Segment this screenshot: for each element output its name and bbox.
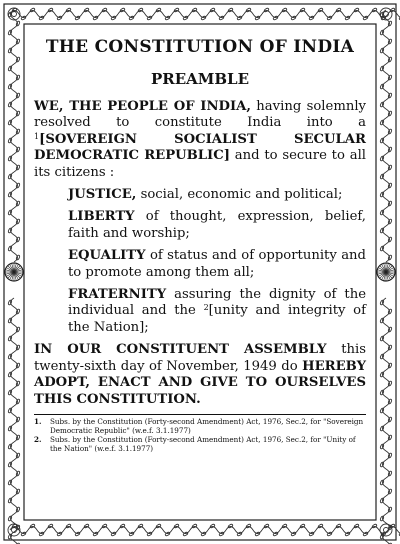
closing-bold-2: HEREBY ADOPT, ENACT AND GIVE TO OURSELVES THIS CONSTITUTION. — [34, 358, 366, 407]
clause-liberty — [34, 209, 366, 242]
footnote-ref-2: 2 — [203, 303, 209, 313]
page-subtitle: PREAMBLE — [150, 70, 250, 88]
clause-justice — [34, 187, 366, 203]
clause-equality — [34, 248, 366, 281]
clause-text: of thought, expression, belief, faith and worship; — [68, 209, 366, 241]
preamble-closing — [34, 342, 366, 408]
clause-fraternity — [34, 287, 366, 336]
footnote-1 — [34, 417, 366, 435]
intro-bold-phrase: [SOVEREIGN SOCIALIST SECULAR DEMOCRATIC REPUBLIC] — [34, 131, 366, 164]
preamble-content — [34, 36, 366, 453]
footnote-text: Subs. by the Constitution (Forty-second Amendment) Act, 1976, Sec.2, for "Sovereign Democratic Republic" (w.e.f. 3.1.1977) — [50, 416, 364, 435]
footnote-text: Subs. by the Constitution (Forty-second Amendment) Act, 1976, Sec.2, for "Unity of the Nation" (w.e.f. 3.1.1977) — [50, 434, 356, 453]
footnote-number: 1. — [34, 416, 42, 426]
closing-text: this twenty-sixth day of November, 1949 do — [34, 342, 366, 374]
clause-heading: EQUALITY — [68, 248, 146, 264]
footnote-divider — [34, 414, 366, 415]
clause-text: social, economic and political; — [136, 187, 343, 203]
left-chakra-icon — [5, 263, 23, 281]
preamble-intro — [34, 99, 366, 181]
intro-text-2: and to secure to all its citizens : — [34, 148, 367, 180]
clause-heading: FRATERNITY — [68, 287, 167, 303]
intro-lead: WE, THE PEOPLE OF INDIA, — [34, 99, 251, 114]
clause-heading: LIBERTY — [68, 209, 135, 225]
right-chakra-icon — [377, 263, 395, 281]
intro-text-1: having solemnly resolved to constitute India into a — [34, 99, 366, 131]
footnote-ref-1: 1 — [34, 131, 40, 141]
footnote-2 — [34, 435, 366, 453]
clause-text-after: [unity and integrity of the Nation]; — [68, 303, 367, 335]
clause-heading: JUSTICE, — [68, 187, 137, 203]
page-title: THE CONSTITUTION OF INDIA — [45, 37, 355, 57]
footnote-number: 2. — [34, 434, 42, 444]
closing-bold-1: IN OUR CONSTITUENT ASSEMBLY — [34, 342, 327, 358]
clause-text: assuring the dignity of the individual and the — [68, 287, 366, 319]
clause-text: of status and of opportunity and to promote among them all; — [68, 248, 366, 280]
